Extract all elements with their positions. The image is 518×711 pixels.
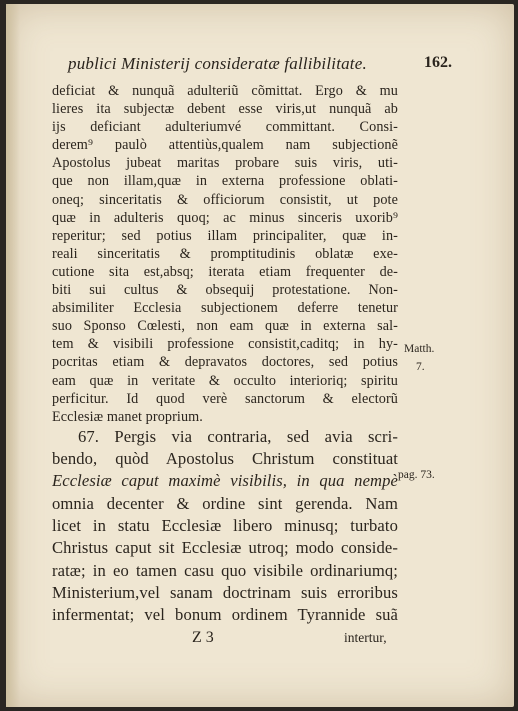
text-line: licet in statu Ecclesiæ libero minusq; turbato [52, 515, 398, 535]
margin-note-matth: Matth. [404, 343, 435, 355]
text-line: omnia decenter & ordine sint gerenda. Nam [52, 493, 398, 513]
catchword: intertur, [344, 630, 387, 645]
text-line: pocritas etiam & depravatos doctores, sed potius [52, 354, 398, 371]
page-gutter-shadow [6, 4, 20, 707]
text-line: cutione sita est,absq; iterata etiam frequenter de- [52, 263, 398, 280]
text-line: biti sui cultus & obsequij protestatione. Non- [52, 282, 398, 299]
text-line: reperitur; sed potius illam principaliter, quæ in- [52, 227, 398, 244]
signature-mark: Z 3 [192, 629, 214, 646]
margin-note-chapter: 7. [416, 361, 425, 373]
text-line: tem & visibili professione consistit,caditq; in hy- [52, 336, 398, 353]
text-line: oneq; sinceritatis & officiorum consistit, ut pote [52, 191, 398, 208]
text-line: perficitur. Id quod verè sanctorum & electorũ [52, 390, 398, 407]
text-line: ratæ; in eo tamen casu quo visibile ordinariumq; [52, 560, 398, 580]
book-page [6, 4, 514, 707]
text-line: absimiliter Ecclesia subjectionem deferre tenetur [52, 300, 398, 317]
text-line: deficiat & nunquã adulteriũ cõmittat. Ergo & mu [52, 83, 398, 99]
text-line: Ministerium,vel sanam doctrinam suis erroribus [52, 582, 398, 602]
margin-note-page-ref: pag. 73. [398, 469, 435, 481]
text-line: suo Sponso Cœlesti, non eam quæ in externa sal- [52, 318, 398, 335]
text-line: Christus caput sit Ecclesiæ utroq; modo conside- [52, 538, 398, 558]
text-line: derem⁹ paulò attentiùs,qualem nam subjectionẽ [52, 137, 398, 154]
text-line: Apostolus jubeat maritas probare suis viris, uti- [52, 155, 398, 172]
text-line: quæ in adulteris quoq; ac minus sinceris uxorib⁹ [52, 209, 398, 226]
text-line: ijs deficiant adulteriumvé committant. Consi- [52, 119, 398, 136]
paragraph-start-line: 67. Pergis via contraria, sed avia scri- [78, 426, 398, 446]
text-line: Ecclesiæ manet proprium. [52, 408, 203, 425]
body-text [52, 82, 398, 626]
page-number: 162. [424, 54, 452, 71]
text-line: bendo, quòd Apostolus Christum constituat [52, 449, 398, 469]
text-line: eam quæ in veritate & occulto interioriq; spiritu [52, 372, 398, 389]
text-line: que non illam,quæ in externa professione oblati- [52, 173, 398, 190]
text-line: lieres ita subjectæ debent esse viris,ut nunquã ab [52, 101, 398, 118]
running-head: publici Ministerij consideratæ fallibilitate. [68, 54, 367, 73]
text-line: reali sinceritatis & promptitudinis oblatæ exe- [52, 245, 398, 262]
italic-text-line: Ecclesiæ caput maximè visibilis, in qua nempè [52, 471, 398, 491]
text-line: infermentat; vel bonum ordinem Tyrannide suã [52, 605, 398, 625]
